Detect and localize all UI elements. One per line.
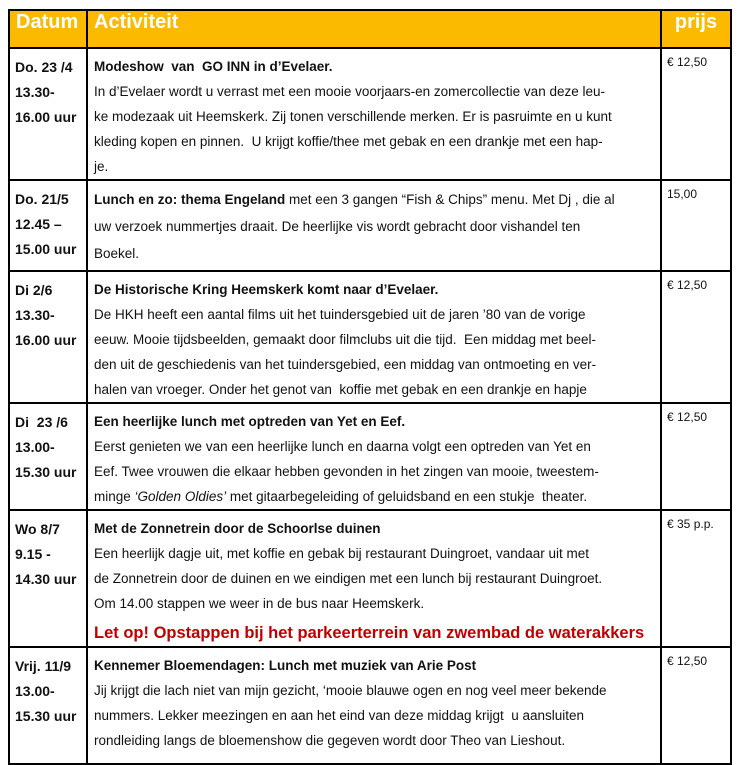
activity-line: [94, 104, 656, 129]
text-segment: Met de Zonnetrein door de Schoorlse duinen: [94, 521, 381, 536]
price-cell: [661, 403, 731, 510]
text-segment: de Zonnetrein door de duinen en we eindigen met een lunch bij restaurant Duingroet.: [94, 571, 603, 586]
header-datum: Datum: [9, 10, 87, 48]
date-cell: [9, 271, 87, 403]
price-cell: [661, 48, 731, 180]
text-segment: De Historische Kring Heemskerk komt naar d’Evelaer.: [94, 282, 439, 297]
activity-line: [94, 728, 656, 753]
activity-line: [94, 79, 656, 104]
activity-line: [94, 54, 656, 79]
activity-line: [94, 409, 656, 434]
table-row: [9, 48, 731, 180]
table-row: [9, 271, 731, 403]
activity-line: [94, 703, 656, 728]
text-segment: Een heerlijke lunch met optreden van Yet en Eef.: [94, 414, 406, 429]
text-segment: halen van vroeger. Onder het genot van koffie met gebak en een drankje en hapje: [94, 382, 587, 397]
price-value: € 12,50: [667, 654, 708, 668]
table-row: [9, 510, 731, 647]
text-segment: ‘Golden Oldies’: [134, 489, 227, 504]
price-value: € 35 p.p.: [667, 517, 714, 531]
activity-line: [94, 377, 656, 402]
date-line: 16.00 uur: [15, 332, 77, 348]
date-line: Di 2/6: [15, 282, 53, 298]
activity-line: [94, 327, 656, 352]
text-segment: den uit de geschiedenis van het tuindersgebied, een middag van ontmoeting en ver-: [94, 357, 597, 372]
activity-cell: [87, 271, 661, 403]
text-segment: ke modezaak uit Heemskerk. Zij tonen verschillende merken. Er is pasruimte en u kunt: [94, 109, 612, 124]
activity-line: [94, 302, 656, 327]
table-row: [9, 180, 731, 271]
text-segment: je.: [94, 159, 109, 174]
price-cell: [661, 180, 731, 271]
date-line: Wo 8/7: [15, 521, 60, 537]
header-activiteit: Activiteit: [87, 10, 661, 48]
table-row: [9, 403, 731, 510]
activity-line: [94, 621, 656, 646]
text-segment: rondleiding langs de bloemenshow die gegeven wordt door Theo van Lieshout.: [94, 733, 566, 748]
date-line: 13.30-: [15, 307, 55, 323]
table-header: [9, 10, 731, 48]
header-prijs: prijs: [661, 10, 731, 48]
date-line: 9.15 -: [15, 546, 51, 562]
price-value: 15,00: [667, 187, 698, 201]
activity-cell: [87, 647, 661, 764]
activity-line: [94, 213, 656, 240]
date-line: 13.00-: [15, 439, 55, 455]
alert-note: Let op! Opstappen bij het parkeerterrein van zwembad de waterakkers: [94, 624, 645, 642]
text-segment: Eef. Twee vrouwen die elkaar hebben gevonden in het zingen van mooie, tweestem-: [94, 464, 599, 479]
price-value: € 12,50: [667, 278, 708, 292]
activity-line: [94, 591, 656, 616]
text-segment: minge: [94, 489, 135, 504]
date-line: 16.00 uur: [15, 109, 77, 125]
price-cell: [661, 271, 731, 403]
activity-line: [94, 129, 656, 154]
activity-cell: [87, 403, 661, 510]
text-segment: met een 3 gangen “Fish & Chips” menu. Met Dj , die al: [285, 192, 615, 207]
price-cell: [661, 647, 731, 764]
date-cell: [9, 647, 87, 764]
date-cell: [9, 510, 87, 647]
activity-line: [94, 277, 656, 302]
date-line: Vrij. 11/9: [15, 658, 72, 674]
date-cell: [9, 403, 87, 510]
activity-line: [94, 566, 656, 591]
date-line: 15.30 uur: [15, 464, 77, 480]
activity-line: [94, 154, 656, 179]
price-value: € 12,50: [667, 55, 708, 69]
text-segment: kleding kopen en pinnen. U krijgt koffie/thee met gebak en een drankje met een hap-: [94, 134, 603, 149]
text-segment: Lunch en zo: thema Engeland: [94, 192, 286, 207]
activity-line: [94, 653, 656, 678]
table-row: [9, 647, 731, 764]
price-cell: [661, 510, 731, 647]
date-cell: [9, 48, 87, 180]
text-segment: eeuw. Mooie tijdsbeelden, gemaakt door filmclubs uit die tijd. Een middag met beel-: [94, 332, 597, 347]
activity-line: [94, 186, 656, 213]
text-segment: Om 14.00 stappen we weer in de bus naar Heemskerk.: [94, 596, 425, 611]
date-cell: [9, 180, 87, 271]
date-line: Do. 21/5: [15, 191, 69, 207]
date-line: 12.45 –: [15, 216, 62, 232]
header-row: [9, 10, 731, 48]
text-segment: Een heerlijk dagje uit, met koffie en gebak bij restaurant Duingroet, vandaar uit met: [94, 546, 590, 561]
activity-line: [94, 352, 656, 377]
date-line: 15.00 uur: [15, 241, 77, 257]
date-line: 15.30 uur: [15, 708, 77, 724]
activity-line: [94, 459, 656, 484]
activity-line: [94, 516, 656, 541]
date-line: 13.30-: [15, 84, 55, 100]
text-segment: Kennemer Bloemendagen: Lunch met muziek van Arie Post: [94, 658, 477, 673]
date-line: 14.30 uur: [15, 571, 77, 587]
text-segment: Modeshow van GO INN in d’Evelaer.: [94, 59, 333, 74]
text-segment: Eerst genieten we van een heerlijke lunch en daarna volgt een optreden van Yet en: [94, 439, 591, 454]
text-segment: uw verzoek nummertjes draait. De heerlijke vis wordt gebracht door vishandel ten: [94, 219, 581, 234]
activity-cell: [87, 180, 661, 271]
text-segment: met gitaarbegeleiding of geluidsband en een stukje theater.: [226, 489, 588, 504]
date-line: Di 23 /6: [15, 414, 68, 430]
text-segment: Boekel.: [94, 246, 140, 261]
price-value: € 12,50: [667, 410, 708, 424]
text-segment: nummers. Lekker meezingen en aan het eind van deze middag krijgt u aansluiten: [94, 708, 585, 723]
activity-line: [94, 434, 656, 459]
activity-line: [94, 240, 656, 267]
date-line: Do. 23 /4: [15, 59, 73, 75]
activity-cell: [87, 48, 661, 180]
activity-line: [94, 541, 656, 566]
activities-table: [8, 9, 732, 765]
text-segment: In d’Evelaer wordt u verrast met een mooie voorjaars-en zomercollectie van deze leu-: [94, 84, 605, 99]
date-line: 13.00-: [15, 683, 55, 699]
table-body: [9, 48, 731, 764]
activity-cell: [87, 510, 661, 647]
text-segment: De HKH heeft een aantal films uit het tuindersgebied uit de jaren ’80 van de vorige: [94, 307, 586, 322]
activity-line: [94, 678, 656, 703]
text-segment: Jij krijgt die lach niet van mijn gezicht, ‘mooie blauwe ogen en nog veel meer bekende: [94, 683, 607, 698]
activity-line: [94, 484, 656, 509]
